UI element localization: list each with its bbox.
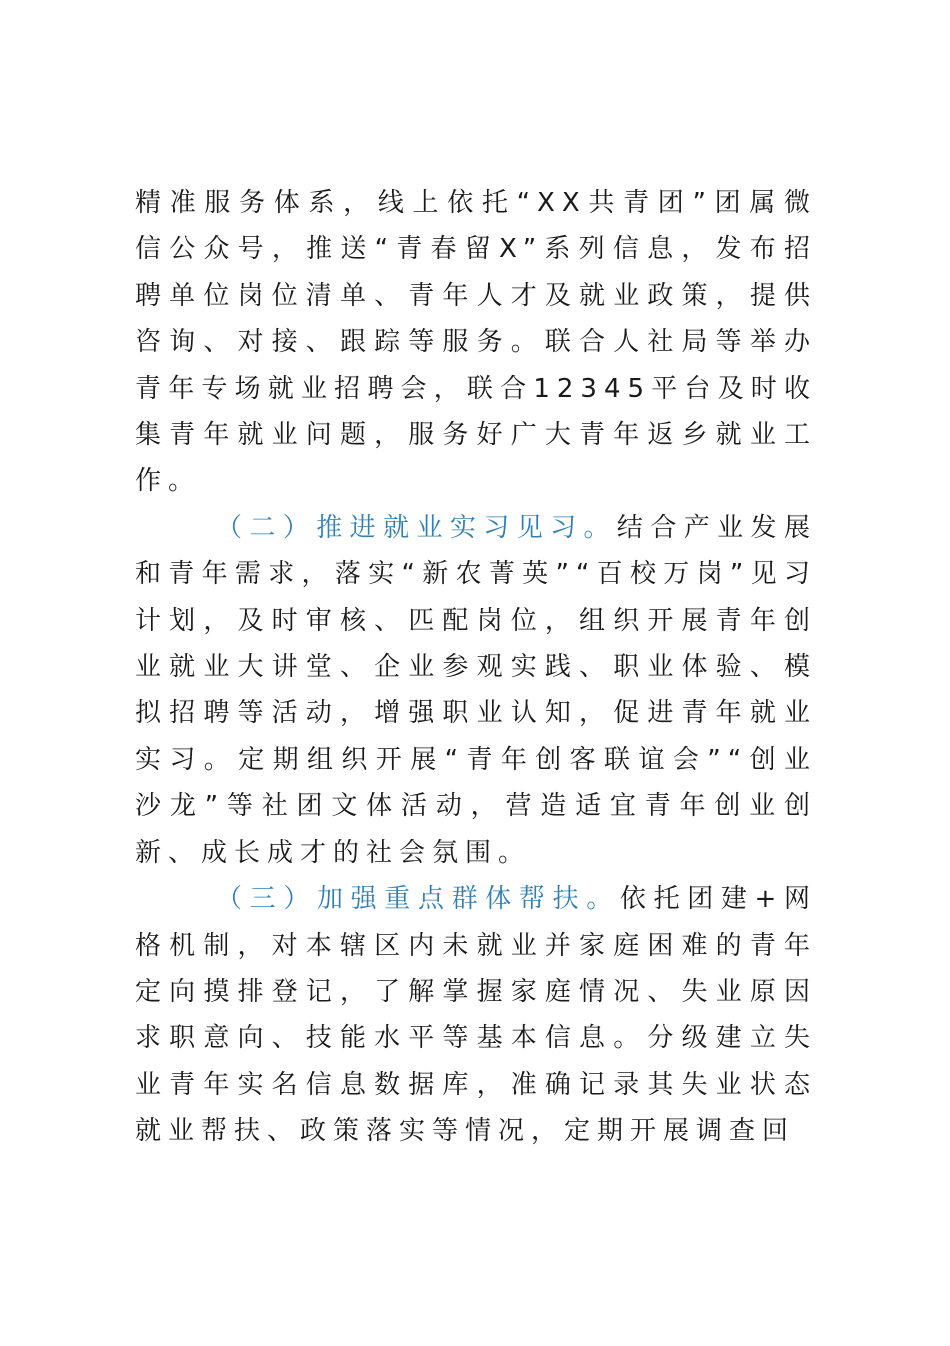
paragraph-key-groups <box>135 876 817 1154</box>
paragraph-body: 精准服务体系，线上依托“XX共青团”团属微信公众号，推送“青春留X”系列信息，发布招聘单位岗位清单、青年人才及就业政策，提供咨询、对接、跟踪等服务。联合人社局等举办青年专场就业招聘会，联合12345平台及时收集青年就业问题，服务好广大青年返乡就业工作。 <box>135 188 817 497</box>
paragraph-body: 依托团建+网格机制，对本辖区内未就业并家庭困难的青年定向摸排登记，了解掌握家庭情况、失业原因求职意向、技能水平等基本信息。分级建立失业青年实名信息数据库，准确记录其失业状态就业帮扶、政策落实等情况，定期开展调查回 <box>135 884 817 1147</box>
section-heading-internship: （二）推进就业实习见习。 <box>216 512 617 543</box>
paragraph-body: 结合产业发展和青年需求，落实“新农菁英”“百校万岗”见习计划，及时审核、匹配岗位，组织开展青年创业就业大讲堂、企业参观实践、职业体验、模拟招聘等活动，增强职业认知，促进青年就业实习。定期组织开展“青年创客联谊会”“创业沙龙”等社团文体活动，营造适宜青年创业创新、成长成才的社会氛围。 <box>135 512 817 868</box>
paragraph-continuation <box>135 180 817 505</box>
document-body <box>135 180 817 1155</box>
paragraph-internship <box>135 505 817 876</box>
section-heading-key-groups: （三）加强重点群体帮扶。 <box>216 884 620 915</box>
